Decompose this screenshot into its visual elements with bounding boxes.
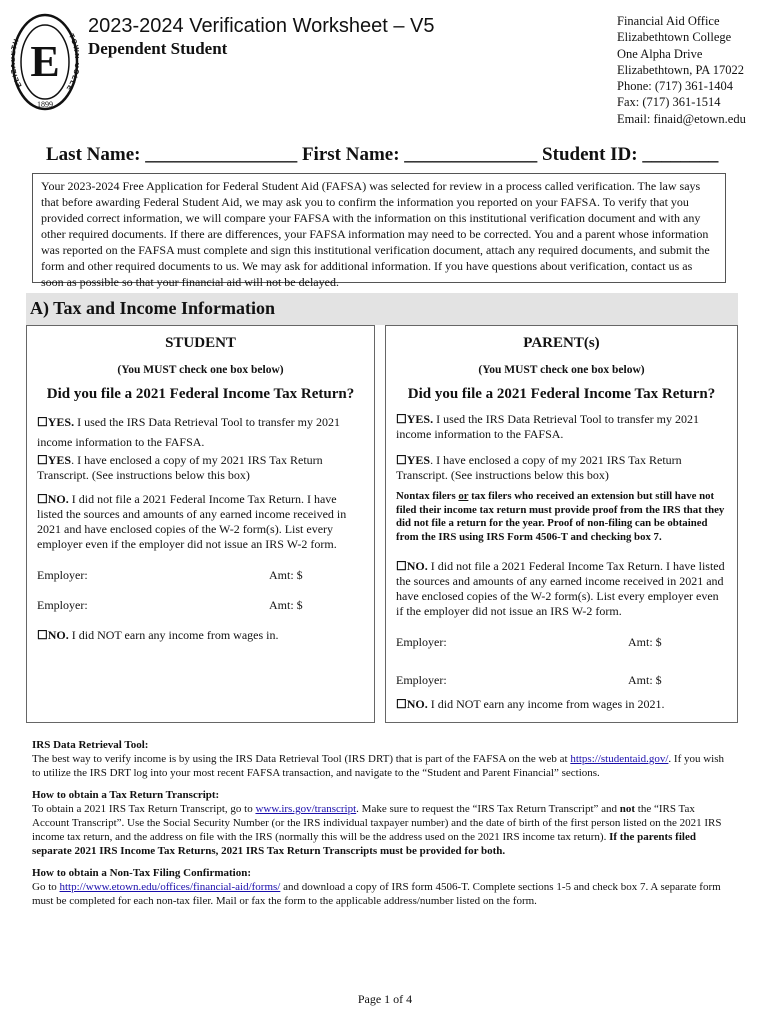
drt-heading: IRS Data Retrieval Tool: [32, 739, 149, 751]
parent-option-no-income[interactable] [396, 697, 727, 712]
nontax-note-or: or [458, 490, 469, 502]
amount-label: Amt: $ [269, 568, 303, 582]
section-a-heading: A) Tax and Income Information [26, 293, 738, 325]
office-college: Elizabethtown College [617, 30, 732, 45]
parent-yes-transcript-checkbox[interactable]: ☐YES [396, 453, 431, 467]
student-id-line[interactable]: Last Name: ________________ First Name: ______________ Student ID: ________ [46, 144, 719, 165]
nontax-text: and download a copy of IRS form 4506-T. Complete sections 1-5 and check box 7. A separate form must be completed for each non-tax filer. Mail or fax the form to the applicable address/number listed on the form. [32, 881, 721, 907]
etown-forms-link[interactable]: http://www.etown.edu/offices/financial-aid/forms/ [59, 881, 281, 893]
intro-paragraph: Your 2023-2024 Free Application for Federal Student Aid (FAFSA) was selected for review in a process called verification. The law says that before awarding Federal Student Aid, we may ask you to confirm the information you reported on your FAFSA. To verify that you provided correct information, we will compare your FAFSA with the information on this institutional verification document and with any other required documents. If there are differences, your FAFSA information may need to be corrected. You and a parent whose information was reported on the FAFSA must complete and sign this institutional verification document, attach any required documents, and submit the form and other required documents to us. We may ask for additional information. If you have questions about verification, contact us as soon as possible so that your financial aid will not be delayed. [32, 173, 726, 283]
drt-text: The best way to verify income is by using the IRS Data Retrieval Tool (IRS DRT) that is part of the FAFSA on the web at [32, 753, 571, 765]
transcript-text: . Make sure to request the “IRS Tax Return Transcript” and [356, 803, 620, 815]
student-heading: STUDENT [165, 335, 236, 351]
parent-yes-transcript-text: . I have enclosed a copy of my 2021 IRS Tax Return Transcript. (See instructions below this box) [396, 453, 682, 482]
office-address [617, 13, 746, 127]
nontax-text: Go to [32, 881, 60, 893]
office-fax: Fax: (717) 361-1514 [617, 95, 721, 110]
studentaid-link[interactable]: https://studentaid.gov/ [570, 753, 669, 765]
nontax-heading: How to obtain a Non-Tax Filing Confirmation: [32, 867, 252, 879]
office-address-line1: One Alpha Drive [617, 46, 703, 61]
nontax-instructions [32, 866, 732, 908]
parent-no-income-checkbox[interactable]: ☐NO. [396, 697, 428, 711]
student-option-yes-drt[interactable] [37, 412, 364, 452]
parent-nontax-note [396, 490, 727, 544]
drt-instructions [32, 738, 732, 780]
transcript-heading: How to obtain a Tax Return Transcript: [32, 789, 220, 801]
seal-year: 1899 [37, 100, 53, 109]
parent-panel [385, 325, 738, 723]
college-seal [11, 12, 79, 115]
student-yes-transcript-text: . I have enclosed a copy of my 2021 IRS Tax Return Transcript. (See instructions below this box) [37, 453, 323, 482]
parent-no-file-checkbox[interactable]: ☐NO. [396, 559, 428, 573]
parent-heading: PARENT(s) [523, 335, 600, 351]
drt-text: . If you wish to utilize the IRS DRT log into your most recent FAFSA transaction, and navigate to the “Student and Parent Financial” sections. [32, 753, 725, 779]
parent-employer-row-1[interactable] [396, 635, 727, 651]
employer-label: Employer: [37, 568, 88, 582]
transcript-not: not [619, 803, 636, 815]
student-employer-row-1[interactable] [37, 568, 364, 584]
parent-option-yes-drt[interactable] [396, 412, 727, 442]
student-no-income-checkbox[interactable]: ☐NO. [37, 628, 69, 642]
page-subtitle: Dependent Student [88, 39, 228, 58]
seal-letter: E [30, 37, 60, 86]
transcript-text: To obtain a 2021 IRS Tax Return Transcript, go to [32, 803, 256, 815]
amount-label: Amt: $ [628, 673, 662, 687]
transcript-bold-note: If the parents filed separate 2021 IRS Income Tax Returns, 2021 IRS Tax Return Transcripts must be provided for both. [32, 831, 696, 857]
parent-option-no-file[interactable] [396, 559, 727, 619]
parent-no-income-text: I did NOT earn any income from wages in 2021. [427, 697, 665, 711]
student-yes-drt-checkbox[interactable]: ☐YES. [37, 415, 75, 429]
student-yes-drt-text: I used the IRS Data Retrieval Tool to transfer my 2021 income information to the FAFSA. [37, 415, 340, 449]
student-option-yes-transcript[interactable] [37, 453, 364, 483]
parent-no-file-text: I did not file a 2021 Federal Income Tax Return. I have listed the sources and amounts of any earned income received in 2021 and have enclosed copies of the W-2 form(s). List every employer even if the employer did not issue an IRS W-2 form. [396, 559, 725, 618]
page-number: Page 1 of 4 [357, 992, 413, 1006]
parent-must-check: (You MUST check one box below) [478, 364, 645, 376]
amount-label: Amt: $ [269, 598, 303, 612]
irs-transcript-link[interactable]: www.irs.gov/transcript [255, 803, 357, 815]
student-option-no-income[interactable] [37, 628, 364, 643]
office-email: Email: finaid@etown.edu [617, 111, 746, 126]
student-no-income-text: I did NOT earn any income from wages in. [68, 628, 279, 642]
student-option-no-file[interactable] [37, 492, 364, 552]
svg-text:TOWN COLLEGE: TOW OLLE [64, 32, 79, 93]
office-phone: Phone: (717) 361-1404 [617, 79, 733, 94]
student-question: Did you file a 2021 Federal Income Tax Return? [46, 386, 355, 402]
parent-yes-drt-checkbox[interactable]: ☐YES. [396, 412, 434, 426]
student-must-check: (You MUST check one box below) [117, 364, 284, 376]
svg-text:ELIZABETH: ELIZ TH [11, 37, 24, 89]
office-name: Financial Aid Office [617, 14, 720, 28]
nontax-note-part: Nontax filers [396, 490, 459, 502]
parent-option-yes-transcript[interactable] [396, 453, 727, 483]
parent-employer-row-2[interactable] [396, 673, 727, 689]
office-address-line2: Elizabethtown, PA 17022 [617, 62, 744, 77]
student-panel [26, 325, 375, 723]
instructions [32, 738, 732, 916]
employer-label: Employer: [396, 635, 447, 649]
employer-label: Employer: [37, 598, 88, 612]
transcript-instructions [32, 788, 732, 858]
amount-label: Amt: $ [628, 635, 662, 649]
nontax-note-part: tax filers who received an extension but still have not filed their income tax return must provide proof from the IRS that they did not file a return for the year. Proof of non-filing can be obtained from the IRS using IRS Form 4506-T and checking box 7. [396, 490, 725, 543]
parent-yes-drt-text: I used the IRS Data Retrieval Tool to transfer my 2021 income information to the FAFSA. [396, 412, 699, 441]
employer-label: Employer: [396, 673, 447, 687]
student-employer-row-2[interactable] [37, 598, 364, 614]
parent-question: Did you file a 2021 Federal Income Tax Return? [407, 386, 716, 402]
page-title: 2023-2024 Verification Worksheet – V5 [88, 15, 435, 37]
student-yes-transcript-checkbox[interactable]: ☐YES [37, 453, 72, 467]
transcript-text: the “IRS Tax Account Transcript”. Use the Social Security Number (or the IRS individual taxpayer number) and the date of birth of the first person listed on the 2021 IRS income tax return, and the address on file with the IRS (normally this will be the address used on the 2021 IRS income tax return). [32, 803, 722, 843]
student-no-file-checkbox[interactable]: ☐NO. [37, 492, 69, 506]
student-no-file-text: I did not file a 2021 Federal Income Tax Return. I have listed the sources and amounts of any earned income received in 2021 and have enclosed copies of the W-2 form(s). List every employer even if the employer did not issue an IRS W-2 form. [37, 492, 347, 551]
